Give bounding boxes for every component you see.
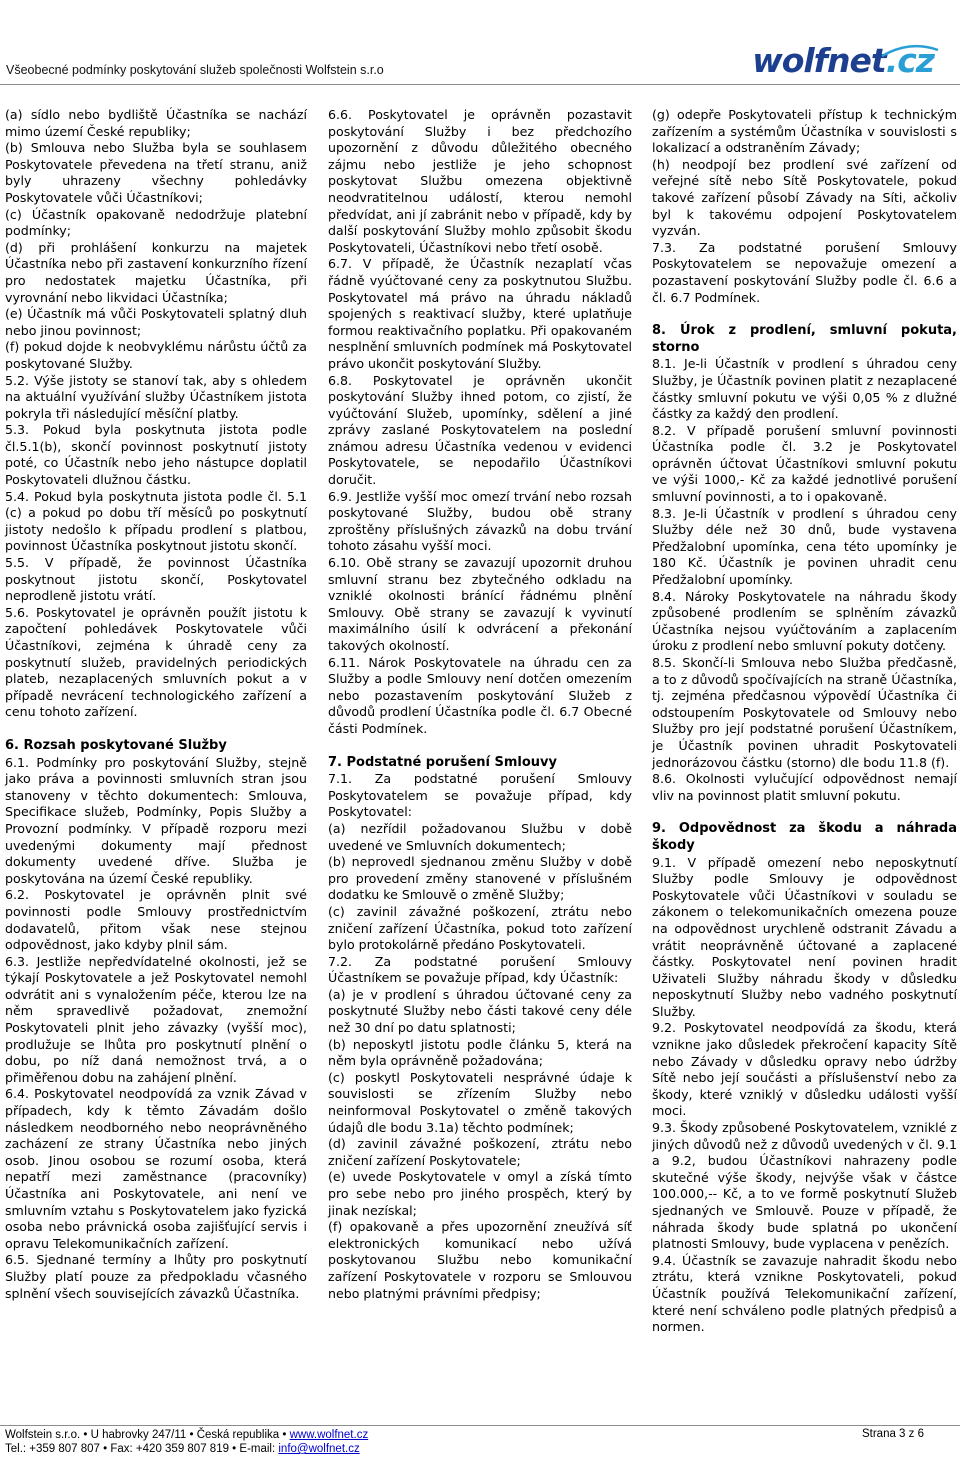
page-footer	[5, 1428, 368, 1456]
footer-line-1	[5, 1428, 368, 1442]
paragraph: 6.8. Poskytovatel je oprávněn ukončit poskytování Služby ihned potom, co zjistí, že vyúčtování Služeb, upomínky, sdělení a jiné zprávy zaslané Poskytovatelem na poslední známou adresu Účastníka vedenou v evidenci Poskytovatele, se nepodařilo Účastníkovi doručit.	[328, 372, 632, 488]
paragraph: 6.3. Jestliže nepředvídatelné okolnosti, jež se týkají Poskytovatele a jež Poskytovatel nemohl odvrátit ani s vynaložením péče, kterou lze na něm spravedlivě požadovat, znemožní Poskytovateli plnit jeho závazky (vyšší moc), prodlužuje se lhůta pro poskytnutí plnění o dobu, po níž daná nemožnost trvá, a o přiměřenou dobu na zahájení plnění.	[5, 953, 307, 1085]
paragraph: 5.3. Pokud byla poskytnuta jistota podle čl.5.1(b), skončí povinnost poskytnutí jistoty poté, co Účastník nebo jeho nástupce doplatil Poskytovateli dlužnou částku.	[5, 422, 307, 488]
paragraph: (f) pokud dojde k neobvyklému nárůstu účtů za poskytované Služby.	[5, 339, 307, 371]
page-number: Strana 3 z 6	[861, 1428, 924, 1440]
logo-tld: .cz	[885, 40, 934, 80]
document-title: Všeobecné podmínky poskytování služeb společnosti Wolfstein s.r.o	[6, 63, 384, 77]
footer-contact: Tel.: +359 807 807 • Fax: +420 359 807 819 • E-mail:	[5, 1443, 279, 1455]
paragraph: (b) neposkytl jistotu podle článku 5, která na něm byla oprávněně požadována;	[328, 1036, 632, 1069]
section-gap	[652, 306, 957, 323]
footer-divider	[0, 1425, 960, 1426]
paragraph: 7.1. Za podstatné porušení Smlouvy Poskytovatelem se považuje případ, kdy Poskytovatel:	[328, 771, 632, 820]
paragraph: (c) Účastník opakovaně nedodržuje platební podmínky;	[5, 206, 307, 239]
paragraph: 9.1. V případě omezení nebo neposkytnutí Služby podle Smlouvy je odpovědnost Poskytovatele vůči Účastníkovi v souladu se zákonem o telekomunikačních omezena pouze na odpovědnost urychleně odstranit Závadu a vrátit neoprávněně účtované a zaplacené částky. Poskytovatel není povinen hradit Uživateli Služby náhradu škody v důsledku neposkytnutí Služby nebo vadného poskytnutí Služby.	[652, 854, 957, 1019]
paragraph: (g) odepře Poskytovateli přístup k technickým zařízením a systémům Účastníka v souvislosti s lokalizací a odstraněním Závady;	[652, 107, 957, 156]
paragraph: 8.2. V případě porušení smluvní povinnosti Účastníka podle čl. 3.2 je Poskytovatel oprávněn účtovat Účastníkovi smluvní pokutu ve výši 1000,- Kč za každé jednotlivé porušení smluvní povinnosti, a to i opakovaně.	[652, 422, 957, 505]
paragraph: (c) poskytl Poskytovateli nesprávné údaje k souvislosti se zřízením Služby nebo neinformoval Poskytovatel o změně takových údajů dle bodu 3.1a) těchto podmínek;	[328, 1069, 632, 1135]
section-heading: 8. Úrok z prodlení, smluvní pokuta, storno	[652, 323, 957, 355]
paragraph: 8.4. Nároky Poskytovatele na náhradu škody způsobené prodlením se splněním závazků Účastníka nejsou vyúčtováním a zaplacením úroku z prodlení nebo smluvní pokuty dotčeny.	[652, 588, 957, 654]
paragraph: 5.2. Výše jistoty se stanoví tak, aby s ohledem na aktuální využívání služby Účastníkem jistota pokryla tři následující měsíční platby.	[5, 372, 307, 421]
section-gap	[5, 721, 307, 738]
paragraph: (e) Účastník má vůči Poskytovateli splatný dluh nebo jinou povinnost;	[5, 306, 307, 338]
paragraph: (a) je v prodlení s úhradou účtované ceny za poskytnuté Služby nebo části takové ceny déle než 30 dní po datu splatnosti;	[328, 986, 632, 1036]
section-gap	[652, 804, 957, 821]
paragraph: 8.6. Okolnosti vylučující odpovědnost nemají vliv na povinnost platit smluvní pokutu.	[652, 771, 957, 803]
paragraph: 5.6. Poskytovatel je oprávněn použít jistotu k započtení pohledávek Poskytovatele vůči Účastníkovi, zejména k úhradě ceny za poskytnutí služeb, pravidelných periodických plateb, nezaplacených smluvních pokut a v případě nevrácení technologického zařízení a cenu tohoto zařízení.	[5, 604, 307, 720]
footer-company: Wolfstein s.r.o. • U habrovky 247/11 • Česká republika •	[5, 1429, 290, 1441]
paragraph: (h) neodpojí bez prodlení své zařízení od veřejné sítě nebo Sítě Poskytovatele, pokud takové zařízení působí Závady na Síti, ačkoliv byl k takovému odpojení Poskytovatelem vyzván.	[652, 156, 957, 239]
column-1	[5, 107, 307, 1302]
website-link[interactable]: www.wolfnet.cz	[289, 1429, 369, 1441]
paragraph: (f) opakovaně a přes upozornění zneužívá síť elektronických komunikací nebo užívá poskytovanou Službu nebo komunikační zařízení Poskytovatele v rozporu se Smlouvou nebo platnými právními předpisy;	[328, 1219, 632, 1301]
section-heading: 7. Podstatné porušení Smlouvy	[328, 754, 558, 770]
paragraph: 6.9. Jestliže vyšší moc omezí trvání nebo rozsah poskytované Služby, budou obě strany zproštěny příslušných závazků na dobu trvání tohoto zásahu vyšší moci.	[328, 488, 632, 554]
paragraph: 8.3. Je-li Účastník v prodlení s úhradou ceny Služby déle než 30 dnů, bude vystavena Předžalobní upomínka, cena této upomínky je 180 Kč. Účastník je povinen uhradit cenu Předžalobní upomínky.	[652, 505, 957, 588]
email-link[interactable]: info@wolfnet.cz	[278, 1443, 360, 1455]
paragraph: 9.2. Poskytovatel neodpovídá za škodu, která vznikne jako důsledek překročení kapacity Sítě nebo Závady v důsledku opravy nebo údržby Sítě nebo její součásti a příslušenství nebo za škody, které vzniklý v důsledku události vyšší moci.	[652, 1020, 957, 1119]
paragraph: 6.2. Poskytovatel je oprávněn plnit své povinnosti podle Smlouvy prostřednictvím dodavatelů, přitom však nese stejnou odpovědnost, jako kdyby plnil sám.	[5, 887, 307, 953]
paragraph: 8.5. Skončí-li Smlouva nebo Služba předčasně, a to z důvodů spočívajících na straně Účastníka, tj. zejména předčasnou výpovědí Účastníka či odstoupením Poskytovatele od Smlouvy nebo Služby pro její podstatné porušení Účastníkem, je Účastník povinen uhradit Poskytovateli jednorázovou částku (storno) dle bodu 11.8 (f).	[652, 655, 957, 770]
column-2	[328, 107, 632, 1302]
section-heading: 6. Rozsah poskytované Služby	[5, 737, 227, 753]
paragraph: (a) sídlo nebo bydliště Účastníka se nachází mimo území České republiky;	[5, 107, 307, 139]
paragraph: 5.5. V případě, že povinnost Účastníka poskytnout jistotu skončí, Poskytovatel neprodleně jistotu vrátí.	[5, 555, 307, 604]
paragraph: 6.6. Poskytovatel je oprávněn pozastavit poskytování Služby i bez předchozího upozornění z důvodu důležitého obecného zájmu nebo jestliže je jeho schopnost poskytovat Službu omezena objektivně neodvratitelnou událostí, kterou nemohl předvídat, ani jí zabránit nebo v případě, kdy by další poskytování Služby mohlo způsobit škodu Poskytovateli, Účastníkovi nebo třetí osobě.	[328, 107, 632, 255]
footer-line-2	[5, 1442, 368, 1456]
paragraph: 9.4. Účastník se zavazuje nahradit škodu nebo ztrátu, která vznikne Poskytovateli, pokud Účastník používá Telekomunikační zařízení, které není schváleno podle platných předpisů a normen.	[652, 1252, 957, 1335]
paragraph: (e) uvede Poskytovatele v omyl a získá tímto pro sebe nebo pro jiného prospěch, který by jinak nezískal;	[328, 1169, 632, 1218]
paragraph: (c) zavinil závažné poškození, ztrátu nebo zničení zařízení Účastníka, pokud toto zařízení bylo protokolárně předáno Poskytovateli.	[328, 903, 632, 953]
logo-main: wolfnet	[752, 40, 886, 80]
paragraph: 7.3. Za podstatné porušení Smlouvy Poskytovatelem se nepovažuje omezení a pozastavení poskytování Služby podle čl. 6.6 a čl. 6.7 Podmínek.	[652, 239, 957, 305]
paragraph: (d) při prohlášení konkurzu na majetek Účastníka nebo při zastavení konkurzního řízení pro nedostatek majetku Účastníka, při vyrovnání nebo likvidaci Účastníka;	[5, 239, 307, 305]
paragraph: 6.7. V případě, že Účastník nezaplatí včas řádně vyúčtované ceny za poskytnutou Službu. Poskytovatel má právo na úhradu nákladů spojených s reaktivací služby, které uplatňuje formou reaktivačního poplatku. Při opakovaném nesplnění smluvních podmínek má Poskytovatel právo ukončit poskytování Služby.	[328, 256, 632, 371]
paragraph: 9.3. Škody způsobené Poskytovatelem, vzniklé z jiných důvodů než z důvodů uvedených v čl. 9.1 a 9.2, budou Účastníkovi nahrazeny podle skutečné výše škody, nejvýše však v částce 100.000,-- Kč, a to ve formě poskytnutí Služeb sjednaných ve Smlouvě. Pouze v případě, že náhrada škody bude splatná po ukončení platnosti Smlouvy, bude vyplacena v penězích.	[652, 1120, 957, 1252]
section-gap	[328, 738, 632, 755]
paragraph: 6.5. Sjednané termíny a lhůty pro poskytnutí Služby platí pouze za předpokladu včasného splnění všech souvisejících závazků Účastníka.	[5, 1252, 307, 1301]
logo-swoosh-icon	[880, 42, 940, 62]
paragraph: (a) nezřídil požadovanou Službu v době uvedené ve Smluvních dokumentech;	[328, 820, 632, 853]
paragraph: (b) neprovedl sjednanou změnu Služby v době pro provedení změny stanovené v příslušném dodatku ke Smlouvě o změně Služby;	[328, 854, 632, 903]
paragraph: 6.11. Nárok Poskytovatele na úhradu cen za Služby a podle Smlouvy není dotčen omezením nebo pozastavením poskytování Služeb z důvodů prodlení Účastníka podle čl. 6.7 Obecné části Podmínek.	[328, 654, 632, 736]
paragraph: (b) Smlouva nebo Služba byla se souhlasem Poskytovatele převedena na třetí stranu, aniž byly uhrazeny všechny pohledávky Poskytovatele vůči Účastníkovi;	[5, 140, 307, 205]
paragraph: 5.4. Pokud byla poskytnuta jistota podle čl. 5.1 (c) a pokud po dobu tří měsíců po poskytnutí jistoty nedošlo k případu prodlení s platbou, povinnost Účastníka poskytnout jistotu skončí.	[5, 488, 307, 554]
paragraph: 6.10. Obě strany se zavazují upozornit druhou smluvní stranu bez zbytečného odkladu na vzniklé okolnosti bránící řádnému plnění Smlouvy. Obě strany se zavazují k vyvinutí maximálního úsilí k odvrácení a překonání takových okolností.	[328, 555, 632, 653]
paragraph: 8.1. Je-li Účastník v prodlení s úhradou ceny Služby, je Účastník povinen platit z nezaplacené částky smluvní pokutu ve výši 0,05 % z dlužné částky za každý den prodlení.	[652, 356, 957, 422]
paragraph: (d) zavinil závažné poškození, ztrátu nebo zničení zařízení Poskytovatele;	[328, 1136, 632, 1168]
section-heading: 9. Odpovědnost za škodu a náhrada škody	[652, 821, 957, 853]
header-divider	[0, 84, 960, 85]
paragraph: 6.1. Podmínky pro poskytování Služby, stejně jako práva a povinnosti smluvních stran jsou stanoveny v těchto dokumentech: Smlouva, Specifikace služeb, Podmínky, Popis Služby a Provozní podmínky. V případě rozporu mezi uvedenými dokumenty mají přednost dokumenty uvedené dříve. Služba je poskytována na území České republiky.	[5, 754, 307, 886]
paragraph: 6.4. Poskytovatel neodpovídá za vznik Závad v případech, kdy k těmto Závadám došlo následkem neodborného nebo neoprávněného zacházení ze strany Účastníka nebo jiných osob. Jinou osobou se rozumí osoba, která nepatří mezi zaměstnance (pracovníky) Účastníka ani Poskytovatele, ani není ve smluvním vztahu s Poskytovatelem jako fyzická osoba nebo právnická osoba zajišťující servis i opravu Telekomunikačních zařízení.	[5, 1086, 307, 1251]
paragraph: 7.2. Za podstatné porušení Smlouvy Účastníkem se považuje případ, kdy Účastník:	[328, 953, 632, 986]
column-3	[652, 107, 957, 1336]
